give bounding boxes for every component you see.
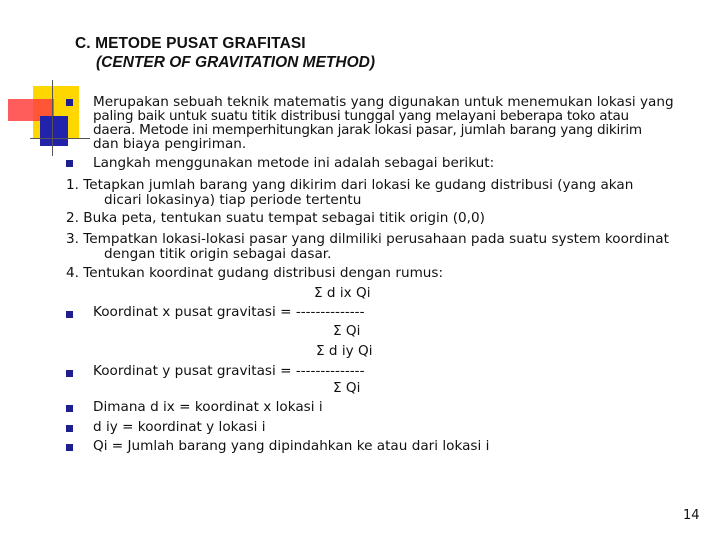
- deco-blue-block: [40, 116, 68, 146]
- slide-subtitle: (CENTER OF GRAVITATION METHOD): [96, 54, 375, 71]
- bullet-square: [66, 311, 73, 318]
- bullet-square: [66, 444, 73, 451]
- bullet-square: [66, 425, 73, 432]
- bullet-square: [66, 160, 73, 167]
- body-line: 1. Tetapkan jumlah barang yang dikirim dari lokasi ke gudang distribusi (yang akan: [66, 177, 634, 193]
- body-line: paling baik untuk suatu titik distribusi tunggal yang melayani beberapa toko atau: [93, 108, 629, 124]
- deco-vertical-line: [52, 80, 53, 156]
- page-number: 14: [683, 508, 700, 523]
- deco-horizontal-line: [30, 138, 90, 139]
- formula-line-x: Koordinat x pusat gravitasi = --------------: [93, 304, 365, 320]
- corner-decoration: [0, 0, 90, 160]
- definition-line: Qi = Jumlah barang yang dipindahkan ke atau dari lokasi i: [93, 438, 490, 454]
- bullet-square: [66, 370, 73, 377]
- body-line: Merupakan sebuah teknik matematis yang digunakan untuk menemukan lokasi yang: [93, 94, 674, 110]
- body-line: 3. Tempatkan lokasi-lokasi pasar yang dilmiliki perusahaan pada suatu system koordinat: [66, 231, 669, 247]
- body-line: dan biaya pengiriman.: [93, 136, 247, 152]
- definition-line: d iy = koordinat y lokasi i: [93, 419, 266, 435]
- formula-denominator-x: Σ Qi: [333, 323, 361, 339]
- body-line: 2. Buka peta, tentukan suatu tempat sebagai titik origin (0,0): [66, 210, 485, 226]
- formula-denominator-y: Σ Qi: [333, 380, 361, 396]
- bullet-square: [66, 405, 73, 412]
- bullet-square: [66, 99, 73, 106]
- slide-title: C. METODE PUSAT GRAFITASI: [75, 35, 306, 52]
- definition-line: Dimana d ix = koordinat x lokasi i: [93, 399, 323, 415]
- body-line: daera. Metode ini memperhitungkan jarak lokasi pasar, jumlah barang yang dikirim: [93, 122, 642, 138]
- body-line: Langkah menggunakan metode ini adalah sebagai berikut:: [93, 155, 495, 171]
- body-line: dengan titik origin sebagai dasar.: [104, 246, 332, 262]
- formula-numerator-x: Σ d ix Qi: [314, 285, 371, 301]
- body-line: 4. Tentukan koordinat gudang distribusi dengan rumus:: [66, 265, 444, 281]
- body-line: dicari lokasinya) tiap periode tertentu: [104, 192, 362, 208]
- formula-line-y: Koordinat y pusat gravitasi = --------------: [93, 363, 365, 379]
- formula-numerator-y: Σ d iy Qi: [316, 343, 373, 359]
